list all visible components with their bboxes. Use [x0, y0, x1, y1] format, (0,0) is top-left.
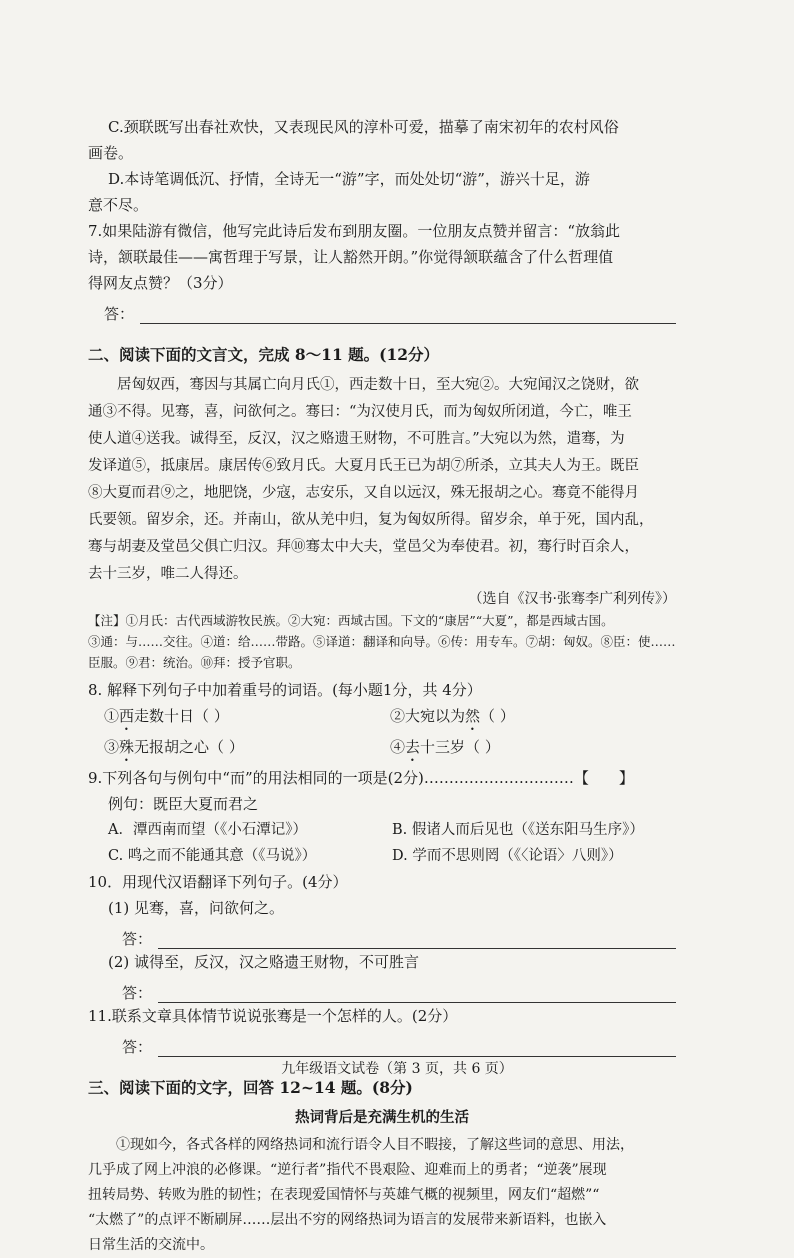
item-text: 无报胡之心 — [134, 738, 210, 756]
item-number: ③ — [104, 738, 120, 756]
paragraph-line: “太燃了”的点评不断刷屏……层出不穷的网络热词为语言的发展带来新语料，也嵌入 — [88, 1212, 607, 1228]
question-9-options-row — [88, 817, 676, 843]
section-3-title: 三、阅读下面的文字，回答 12~14 题。(8分) — [88, 1078, 413, 1097]
answer-line[interactable] — [158, 984, 676, 1003]
question-11-title: 11.联系文章具体情节说说张骞是一个怎样的人。(2分） — [88, 1007, 458, 1025]
item-text: 大宛以为 — [405, 707, 466, 725]
emphasized-word: 去 — [405, 738, 421, 756]
emphasized-word: 然 — [465, 707, 481, 725]
question-8-item-1 — [104, 703, 390, 734]
section-2-title: 二、阅读下面的文言文，完成 8～11 题。(12分） — [88, 345, 440, 364]
answer-label: 答： — [122, 930, 153, 948]
question-7-line2: 诗，颔联最佳——寓哲理于写景，让人豁然开朗。”你觉得颔联蕴含了什么哲理值 — [88, 248, 614, 266]
emphasized-word: 西 — [119, 707, 135, 725]
passage-line: 使人道④送我。诚得至，反汉，汉之赂遗王财物，不可胜言。”大宛以为然，遣骞，为 — [88, 431, 625, 447]
passage-line: 氏要领。留岁余，还。并南山，欲从羌中归，复为匈奴所得。留岁余，单于死，国内乱， — [88, 512, 654, 528]
passage-source: （选自《汉书·张骞李广利列传》） — [468, 591, 676, 607]
question-7-line1: 7.如果陆游有微信，他写完此诗后发布到朋友圈。一位朋友点赞并留言：“放翁此 — [88, 222, 620, 240]
question-7-answer[interactable] — [88, 296, 676, 324]
question-8-title: 8. 解释下列句子中加着重号的词语。(每小题1分，共 4分） — [88, 681, 482, 699]
answer-label: 答： — [122, 984, 153, 1002]
passage-line: 去十三岁，唯二人得还。 — [88, 566, 248, 582]
paragraph-line: 日常生活的交流中。 — [88, 1237, 214, 1253]
option-d-line2: 意不尽。 — [88, 196, 149, 214]
article-title: 热词背后是充满生机的生活 — [295, 1109, 469, 1126]
item-number: ① — [104, 707, 120, 725]
answer-blank[interactable]: （ ） — [194, 707, 229, 725]
question-10-answer-1[interactable] — [88, 921, 676, 949]
question-10-answer-2[interactable] — [88, 975, 676, 1003]
option-b[interactable]: B. 假诸人而后见也（《送东阳马生序》） — [392, 822, 644, 838]
passage-line: 发译道⑤，抵康居。康居传⑥致月氏。大夏月氏王已为胡⑦所杀，立其夫人为王。既臣 — [88, 458, 639, 474]
question-8-item-3 — [104, 734, 390, 765]
answer-blank[interactable]: （ ） — [480, 707, 515, 725]
option-a[interactable]: A．潭西南而望（《小石潭记》） — [108, 822, 307, 838]
item-text: 十三岁 — [420, 738, 466, 756]
footnote-line: 【注】①月氏：古代西域游牧民族。②大宛：西域古国。下文的“康居”“大夏”，都是西域古国。 — [88, 613, 614, 628]
answer-line[interactable] — [158, 1038, 676, 1057]
question-9-options-row — [88, 843, 676, 869]
page-footer: 九年级语文试卷（第 3 页，共 6 页） — [281, 1061, 513, 1077]
answer-line[interactable] — [158, 930, 676, 949]
question-11-answer[interactable] — [88, 1029, 676, 1057]
answer-blank[interactable]: （ ） — [465, 738, 500, 756]
passage-line: 居匈奴西，骞因与其属亡向月氏①，西走数十日，至大宛②。大宛闻汉之饶财，欲 — [117, 377, 639, 393]
item-text: 走数十日 — [134, 707, 195, 725]
question-10-title: 10．用现代汉语翻译下列句子。(4分） — [88, 873, 348, 891]
paragraph-line: ①现如今，各式各样的网络热词和流行语令人目不暇接，了解这些词的意思、用法， — [116, 1137, 634, 1153]
footnotes — [88, 610, 676, 673]
page-content — [88, 114, 676, 1258]
option-c-line1: C.颈联既写出春社欢快，又表现民风的淳朴可爱，描摹了南宋初年的农村风俗 — [108, 118, 619, 136]
question-9-title: 9.下列各句与例句中“而”的用法相同的一项是(2分)…………………………【 】 — [88, 769, 634, 787]
option-d-line1: D.本诗笔调低沉、抒情，全诗无一“游”字，而处处切“游”，游兴十足，游 — [108, 170, 590, 188]
question-7-line3: 得网友点赞？（3分） — [88, 274, 233, 292]
emphasized-word: 殊 — [119, 738, 135, 756]
question-8-row — [88, 734, 676, 765]
question-9-example: 例句：既臣大夏而君之 — [108, 795, 259, 813]
question-10-sentence-2: (2) 诚得至，反汉，汉之赂遗王财物，不可胜言 — [108, 953, 420, 971]
passage-line: 通③不得。见骞，喜，问欲何之。骞曰：“为汉使月氏，而为匈奴所闭道，今亡，唯王 — [88, 404, 632, 420]
article-paragraph — [88, 1133, 676, 1258]
classical-passage — [88, 372, 676, 588]
option-d[interactable]: D. 学而不思则罔（《〈论语〉八则》） — [392, 848, 623, 864]
item-number: ④ — [390, 738, 406, 756]
option-c[interactable]: C. 鸣之而不能通其意（《马说》） — [108, 848, 317, 864]
answer-line[interactable] — [140, 305, 676, 324]
question-8-item-4 — [390, 734, 676, 765]
answer-blank[interactable]: （ ） — [209, 738, 244, 756]
question-8-row — [88, 703, 676, 734]
footnote-line: ③通：与……交往。④道：给……带路。⑤译道：翻译和向导。⑥传：用专车。⑦胡：匈奴。⑧臣：使…… — [88, 634, 676, 649]
passage-line: ⑧大夏而君⑨之，地肥饶，少寇，志安乐，又自以远汉，殊无报胡之心。骞竟不能得月 — [88, 485, 639, 501]
passage-line: 骞与胡妻及堂邑父俱亡归汉。拜⑩骞太中大夫，堂邑父为奉使君。初，骞行时百余人， — [88, 539, 639, 555]
question-10-sentence-1: (1) 见骞，喜，问欲何之。 — [108, 899, 285, 917]
item-number: ② — [390, 707, 406, 725]
answer-label: 答： — [122, 1038, 153, 1056]
answer-label: 答： — [104, 305, 135, 323]
option-c-line2: 画卷。 — [88, 144, 134, 162]
paragraph-line: 几乎成了网上冲浪的必修课。“逆行者”指代不畏艰险、迎难而上的勇者；“逆袭”展现 — [88, 1162, 607, 1178]
question-8-item-2 — [390, 703, 676, 734]
paragraph-line: 扭转局势、转败为胜的韧性；在表现爱国情怀与英雄气概的视频里，网友们“超燃”“ — [88, 1187, 600, 1203]
footnote-line: 臣服。⑨君：统治。⑩拜：授予官职。 — [88, 655, 301, 670]
